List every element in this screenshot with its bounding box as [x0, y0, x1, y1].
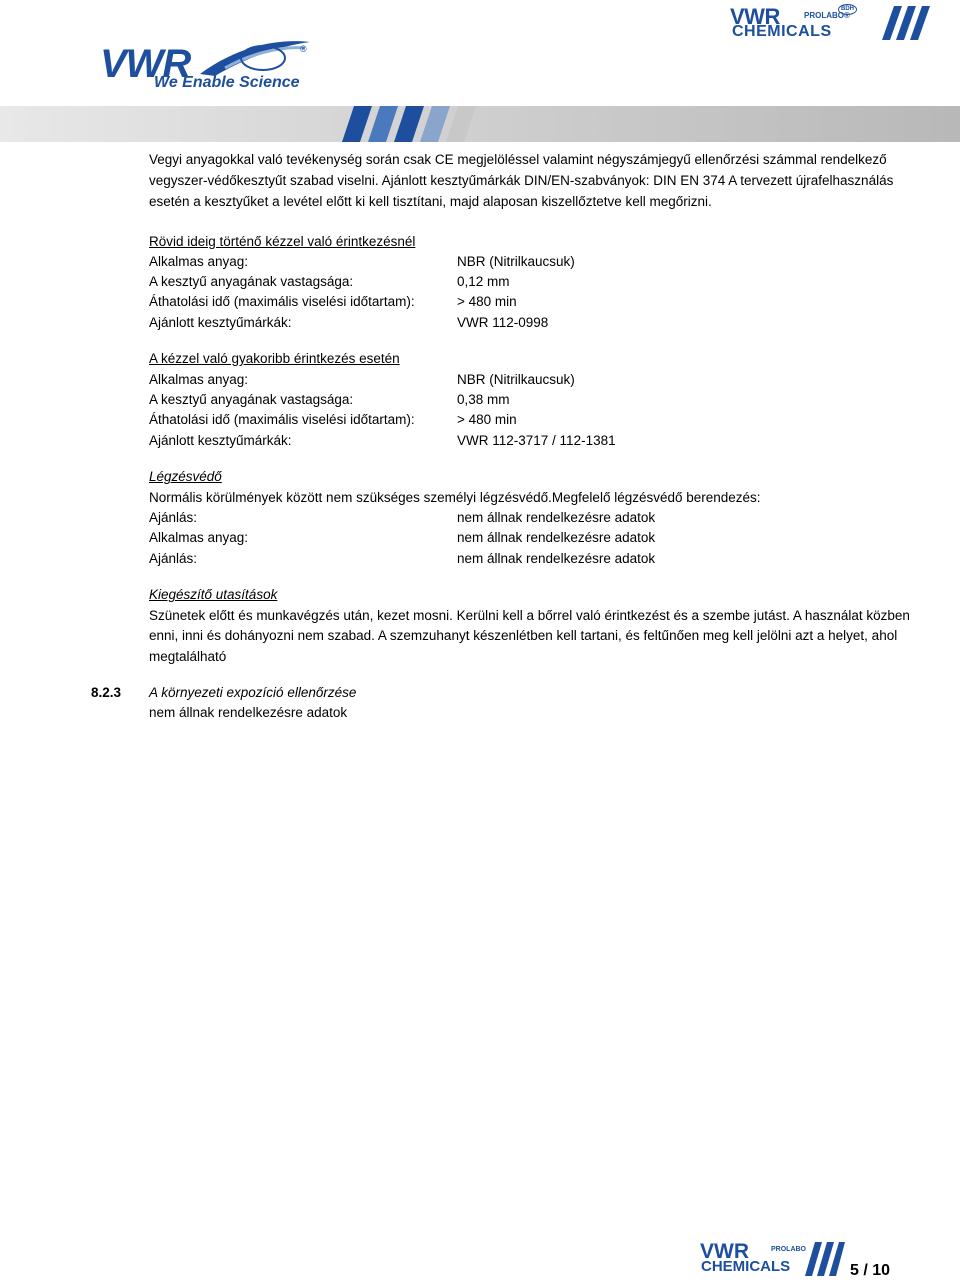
section-number: 8.2.3: [91, 685, 122, 700]
frequent-brands-value: VWR 112-3717 / 112-1381: [457, 433, 616, 448]
frequent-material-label: Alkalmas anyag:: [149, 372, 249, 387]
frequent-material-value: NBR (Nitrilkaucsuk): [457, 372, 575, 387]
section-text: nem állnak rendelkezésre adatok: [149, 705, 348, 720]
respiratory-rec2-label: Ajánlás:: [149, 551, 198, 566]
footer-logo-chemicals: CHEMICALS: [701, 1258, 791, 1275]
vwr-logo: [100, 38, 315, 98]
short-thickness-label: A kesztyű anyagának vastagsága:: [149, 274, 354, 289]
respiratory-material-value: nem állnak rendelkezésre adatok: [457, 530, 656, 545]
short-contact-heading: Rövid ideig történő kézzel való érintkezésnél: [149, 234, 416, 249]
logo-tagline: We Enable Science: [154, 74, 300, 91]
short-brands-label: Ajánlott kesztyűmárkák:: [149, 315, 292, 330]
additional-heading: Kiegészítő utasítások: [149, 587, 278, 602]
respiratory-rec1-value: nem állnak rendelkezésre adatok: [457, 510, 656, 525]
additional-line-3: megtalálható: [149, 649, 227, 664]
frequent-brands-label: Ajánlott kesztyűmárkák:: [149, 433, 292, 448]
intro-line-2: vegyszer-védőkesztyűt szabad viselni. Ajánlott kesztyűmárkák DIN/EN-szabványok: DIN EN 374 A tervezett újrafelhasználás: [149, 173, 894, 188]
header-band: [0, 106, 960, 142]
footer-logo: [700, 1240, 845, 1280]
respiratory-rec1-label: Ajánlás:: [149, 510, 198, 525]
chem-logo-prolabo: PROLABO®: [804, 11, 850, 20]
respiratory-rec2-value: nem állnak rendelkezésre adatok: [457, 551, 656, 566]
intro-line-3: esetén a kesztyűket a levétel előtt ki kell tisztítani, majd alaposan kiszellőztetve kell megőrizni.: [149, 194, 712, 209]
logo-wordmark: VWR: [100, 42, 191, 86]
footer-stripes-icon: [805, 1242, 845, 1276]
stripes-icon: [882, 6, 942, 40]
respiratory-material-label: Alkalmas anyag:: [149, 530, 249, 545]
short-material-value: NBR (Nitrilkaucsuk): [457, 254, 575, 269]
additional-line-1: Szünetek előtt és munkavégzés után, kezet mosni. Kerülni kell a bőrrel való érintkezést és a szembe jutást. A használat közben: [149, 608, 910, 623]
chem-logo-bdh: BDH: [838, 4, 857, 15]
footer-logo-prolabo: PROLABO: [771, 1246, 806, 1253]
respiratory-heading: Légzésvédő: [149, 469, 222, 484]
frequent-breakthrough-label: Áthatolási idő (maximális viselési időtartam):: [149, 412, 415, 427]
frequent-breakthrough-value: > 480 min: [457, 412, 517, 427]
swoosh-icon: [195, 38, 315, 78]
registered-mark: ®: [300, 44, 307, 54]
section-title: A környezeti expozíció ellenőrzése: [149, 685, 357, 700]
page-number: 5 / 10: [850, 1262, 891, 1279]
short-material-label: Alkalmas anyag:: [149, 254, 249, 269]
footer-logo-vwr: VWR: [700, 1240, 749, 1263]
frequent-thickness-value: 0,38 mm: [457, 392, 510, 407]
intro-line-1: Vegyi anyagokkal való tevékenység során csak CE megjelöléssel valamint négyszámjegyű ellenőrzési számmal rendelkező: [149, 152, 887, 167]
short-breakthrough-value: > 480 min: [457, 294, 517, 309]
additional-line-2: enni, inni és dohányozni nem szabad. A szemzuhanyt készenlétben kell tartani, és feltűnően meg kell jelölni azt a helyet, ahol: [149, 628, 898, 643]
frequent-contact-heading: A kézzel való gyakoribb érintkezés esetén: [149, 351, 400, 366]
short-thickness-value: 0,12 mm: [457, 274, 510, 289]
respiratory-intro: Normális körülmények között nem szükséges személyi légzésvédő.Megfelelő légzésvédő berendezés:: [149, 490, 761, 505]
short-brands-value: VWR 112-0998: [457, 315, 549, 330]
frequent-thickness-label: A kesztyű anyagának vastagsága:: [149, 392, 354, 407]
chem-logo-vwr: VWR: [730, 4, 780, 29]
short-breakthrough-label: Áthatolási idő (maximális viselési időtartam):: [149, 294, 415, 309]
vwr-chemicals-logo: [730, 4, 950, 42]
chem-logo-chemicals: CHEMICALS: [732, 23, 832, 40]
